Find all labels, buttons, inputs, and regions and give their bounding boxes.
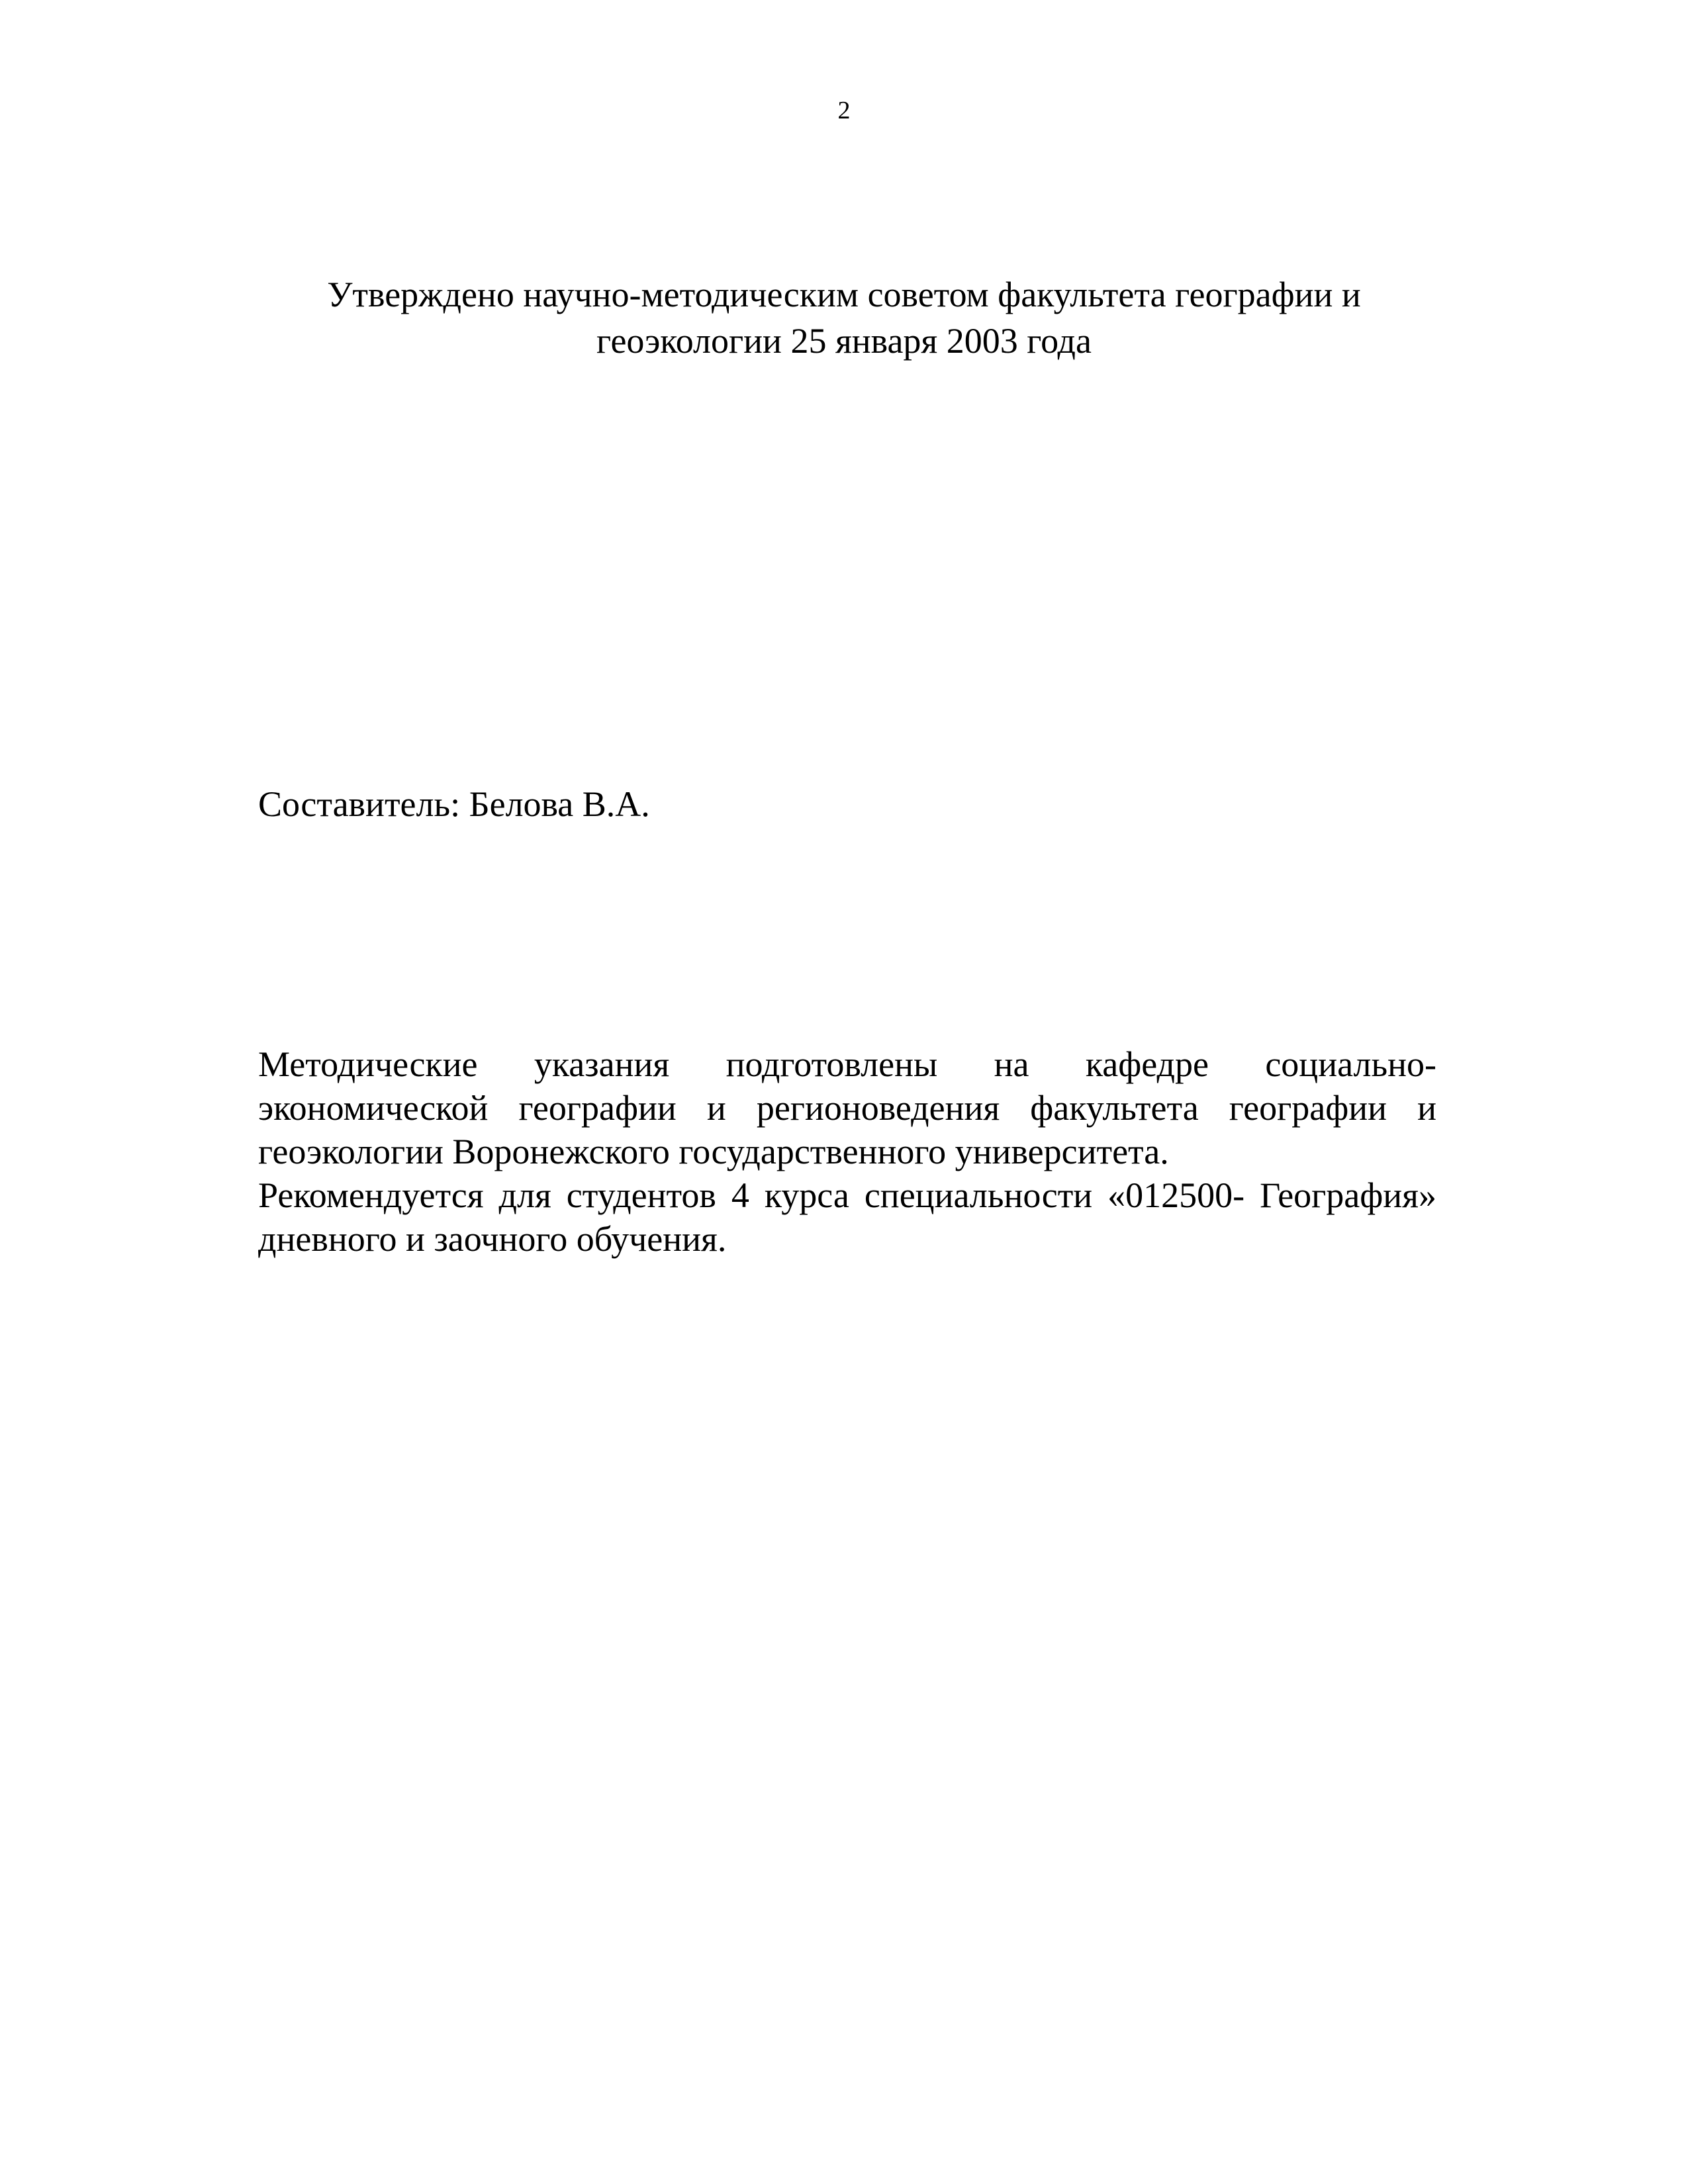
recommendation-line-1: Рекомендуется для студентов 4 курса специальности «012500- География» xyxy=(258,1175,1436,1215)
compiler-credit: Составитель: Белова В.А. xyxy=(258,784,650,824)
description-block xyxy=(258,1042,1436,1261)
description-line-2: экономической географии и регионоведения факультета географии и xyxy=(258,1088,1436,1128)
description-line-3: геоэкологии Воронежского государственного университета. xyxy=(258,1132,1169,1171)
approval-line-2: геоэкологии 25 января 2003 года xyxy=(596,321,1092,361)
approval-statement xyxy=(265,271,1423,364)
recommendation-line-2: дневного и заочного обучения. xyxy=(258,1219,727,1259)
page-number: 2 xyxy=(837,97,851,124)
approval-line-1: Утверждено научно-методическим советом факультета географии и xyxy=(327,275,1361,314)
description-line-1: Методические указания подготовлены на кафедре социально- xyxy=(258,1044,1436,1084)
